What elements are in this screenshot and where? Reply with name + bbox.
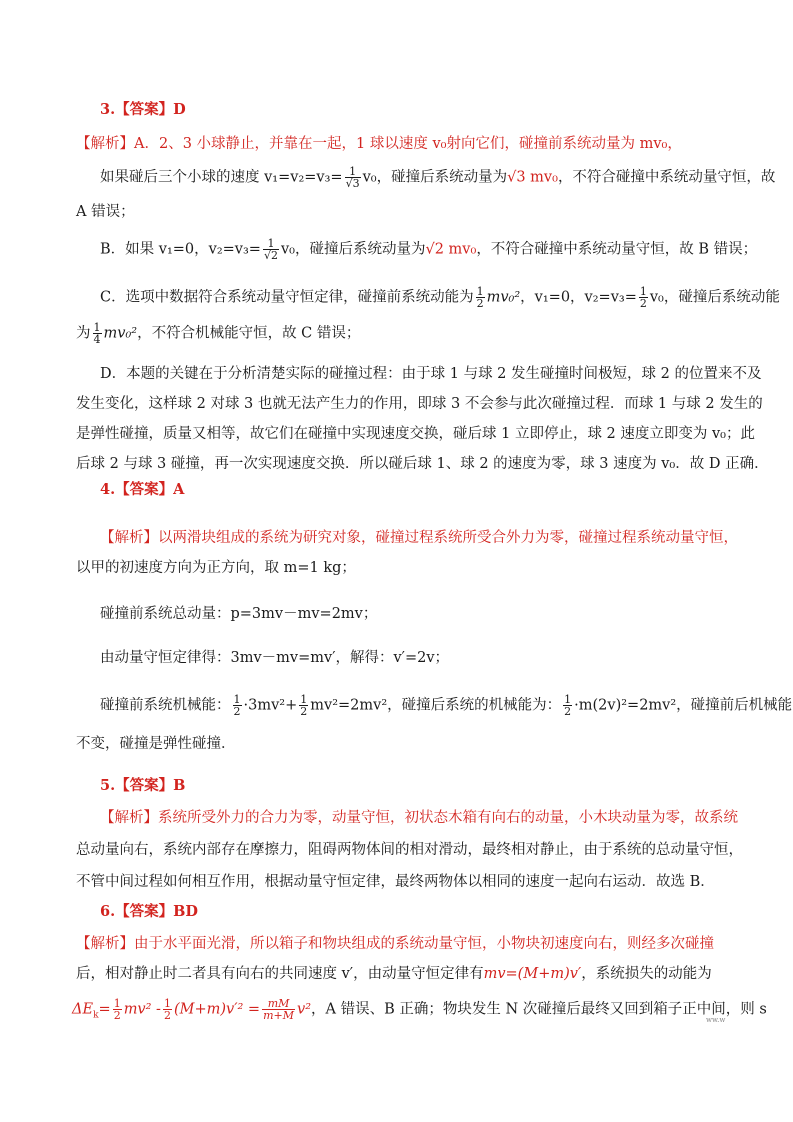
q6-heading: 6.【答案】BD	[100, 903, 198, 920]
q3-line1: 【解析】A．2、3 小球静止，并靠在一起，1 球以速度 v₀射向它们，碰撞前系统动量为 mv₀，	[76, 136, 682, 152]
q3-heading: 3.【答案】D	[100, 101, 186, 118]
fraction-half: $\frac{1}{2}$	[300, 693, 308, 718]
fraction-half: $\frac{1}{2}$	[639, 285, 647, 310]
q6-line2: 后，相对静止时二者具有向右的共同速度 v′，由动量守恒定律有mv=(M+m)v′，系统损失的动能为	[76, 966, 712, 982]
fraction-half: $\frac{1}{2}$	[163, 997, 171, 1022]
q4-line2: 以甲的初速度方向为正方向，取 m=1 kg；	[76, 560, 356, 576]
q5-heading: 5.【答案】B	[100, 777, 186, 794]
q3-line8: 发生变化，这样球 2 对球 3 也就无法产生力的作用，即球 3 不会参与此次碰撞过程．而球 1 与球 2 发生的	[76, 396, 763, 412]
q3-line10: 后球 2 与球 3 碰撞，再一次实现速度交换．所以碰后球 1、球 2 的速度为零，球 3 速度为 v₀．故 D 正确．	[76, 456, 769, 472]
q6-line1: 【解析】由于水平面光滑，所以箱子和物块组成的系统动量守恒，小物块初速度向右，则经多次碰撞	[76, 936, 714, 952]
fraction-half: $\frac{1}{2}$	[233, 693, 241, 718]
q3-line2: 如果碰后三个小球的速度 v₁=v₂=v₃= $\frac{1}{√3}$ v₀，碰撞后系统动量为√3 mv₀，不符合碰撞中系统动量守恒，故	[100, 165, 776, 190]
q3-line7: D．本题的关键在于分析清楚实际的碰撞过程：由于球 1 与球 2 发生碰撞时间极短，球 2 的位置来不及	[100, 366, 762, 382]
q3-line9: 是弹性碰撞，质量又相等，故它们在碰撞中实现速度交换，碰后球 1 立即停止，球 2 速度立即变为 v₀；此	[76, 426, 755, 442]
fraction-mM-over-m-plus-M: $\frac{mM}{m+M}$	[263, 997, 294, 1022]
q5-line1: 【解析】系统所受外力的合力为零，动量守恒，初状态木箱有向右的动量，小木块动量为零，故系统	[100, 810, 738, 826]
q4-line3: 碰撞前系统总动量：p=3mv－mv=2mv；	[100, 606, 378, 622]
q4-heading: 4.【答案】A	[100, 481, 185, 498]
q3-line4: B．如果 v₁=0，v₂=v₃= $\frac{1}{√2}$ v₀，碰撞后系统动量为√2 mv₀，不符合碰撞中系统动量守恒，故 B 错误；	[100, 237, 758, 262]
fraction-quarter: $\frac{1}{4}$	[93, 321, 101, 346]
q3-line5: C．选项中数据符合系统动量守恒定律，碰撞前系统动能为 $\frac{1}{2}$ mv₀²，v₁=0，v₂=v₃= $\frac{1}{2}$ v₀，碰撞后系统动能	[100, 285, 780, 310]
fraction-1-over-sqrt3: $\frac{1}{√3}$	[345, 165, 360, 190]
fraction-half: $\frac{1}{2}$	[564, 693, 572, 718]
fraction-half: $\frac{1}{2}$	[113, 997, 121, 1022]
q4-line6: 不变，碰撞是弹性碰撞．	[76, 736, 236, 752]
q3-line6: 为 $\frac{1}{4}$ mv₀²，不符合机械能守恒，故 C 错误；	[76, 321, 361, 346]
corner-watermark: ww.w	[706, 1016, 726, 1024]
fraction-half: $\frac{1}{2}$	[476, 285, 484, 310]
q4-line4: 由动量守恒定律得：3mv－mv=mv′，解得：v′=2v；	[100, 650, 450, 666]
q6-line3: $\Delta E_k=$ $\frac{1}{2}$ mv² - $\frac{1}{2}$ (M+m)v′² = $\frac{mM}{m+M}$ v²，A 错误、B 正确；物块发生 N 次碰撞后最终又回到箱子正中间，则 s	[72, 997, 767, 1022]
q3-line3: A 错误；	[76, 204, 135, 220]
fraction-1-over-sqrt2: $\frac{1}{√2}$	[263, 237, 278, 262]
q4-line1: 【解析】以两滑块组成的系统为研究对象，碰撞过程系统所受合外力为零，碰撞过程系统动量守恒，	[100, 530, 738, 546]
q5-line2: 总动量向右，系统内部存在摩擦力，阻碍两物体间的相对滑动，最终相对静止，由于系统的总动量守恒，	[76, 842, 743, 858]
q5-line3: 不管中间过程如何相互作用，根据动量守恒定律，最终两物体以相同的速度一起向右运动．故选 B．	[76, 874, 715, 890]
q4-line5: 碰撞前系统机械能： $\frac{1}{2}$ ·3mv²+ $\frac{1}{2}$ mv²=2mv²，碰撞后系统的机械能为： $\frac{1}{2}$ ·m(2v)²=2mv²，碰撞前后机械能	[100, 693, 793, 718]
